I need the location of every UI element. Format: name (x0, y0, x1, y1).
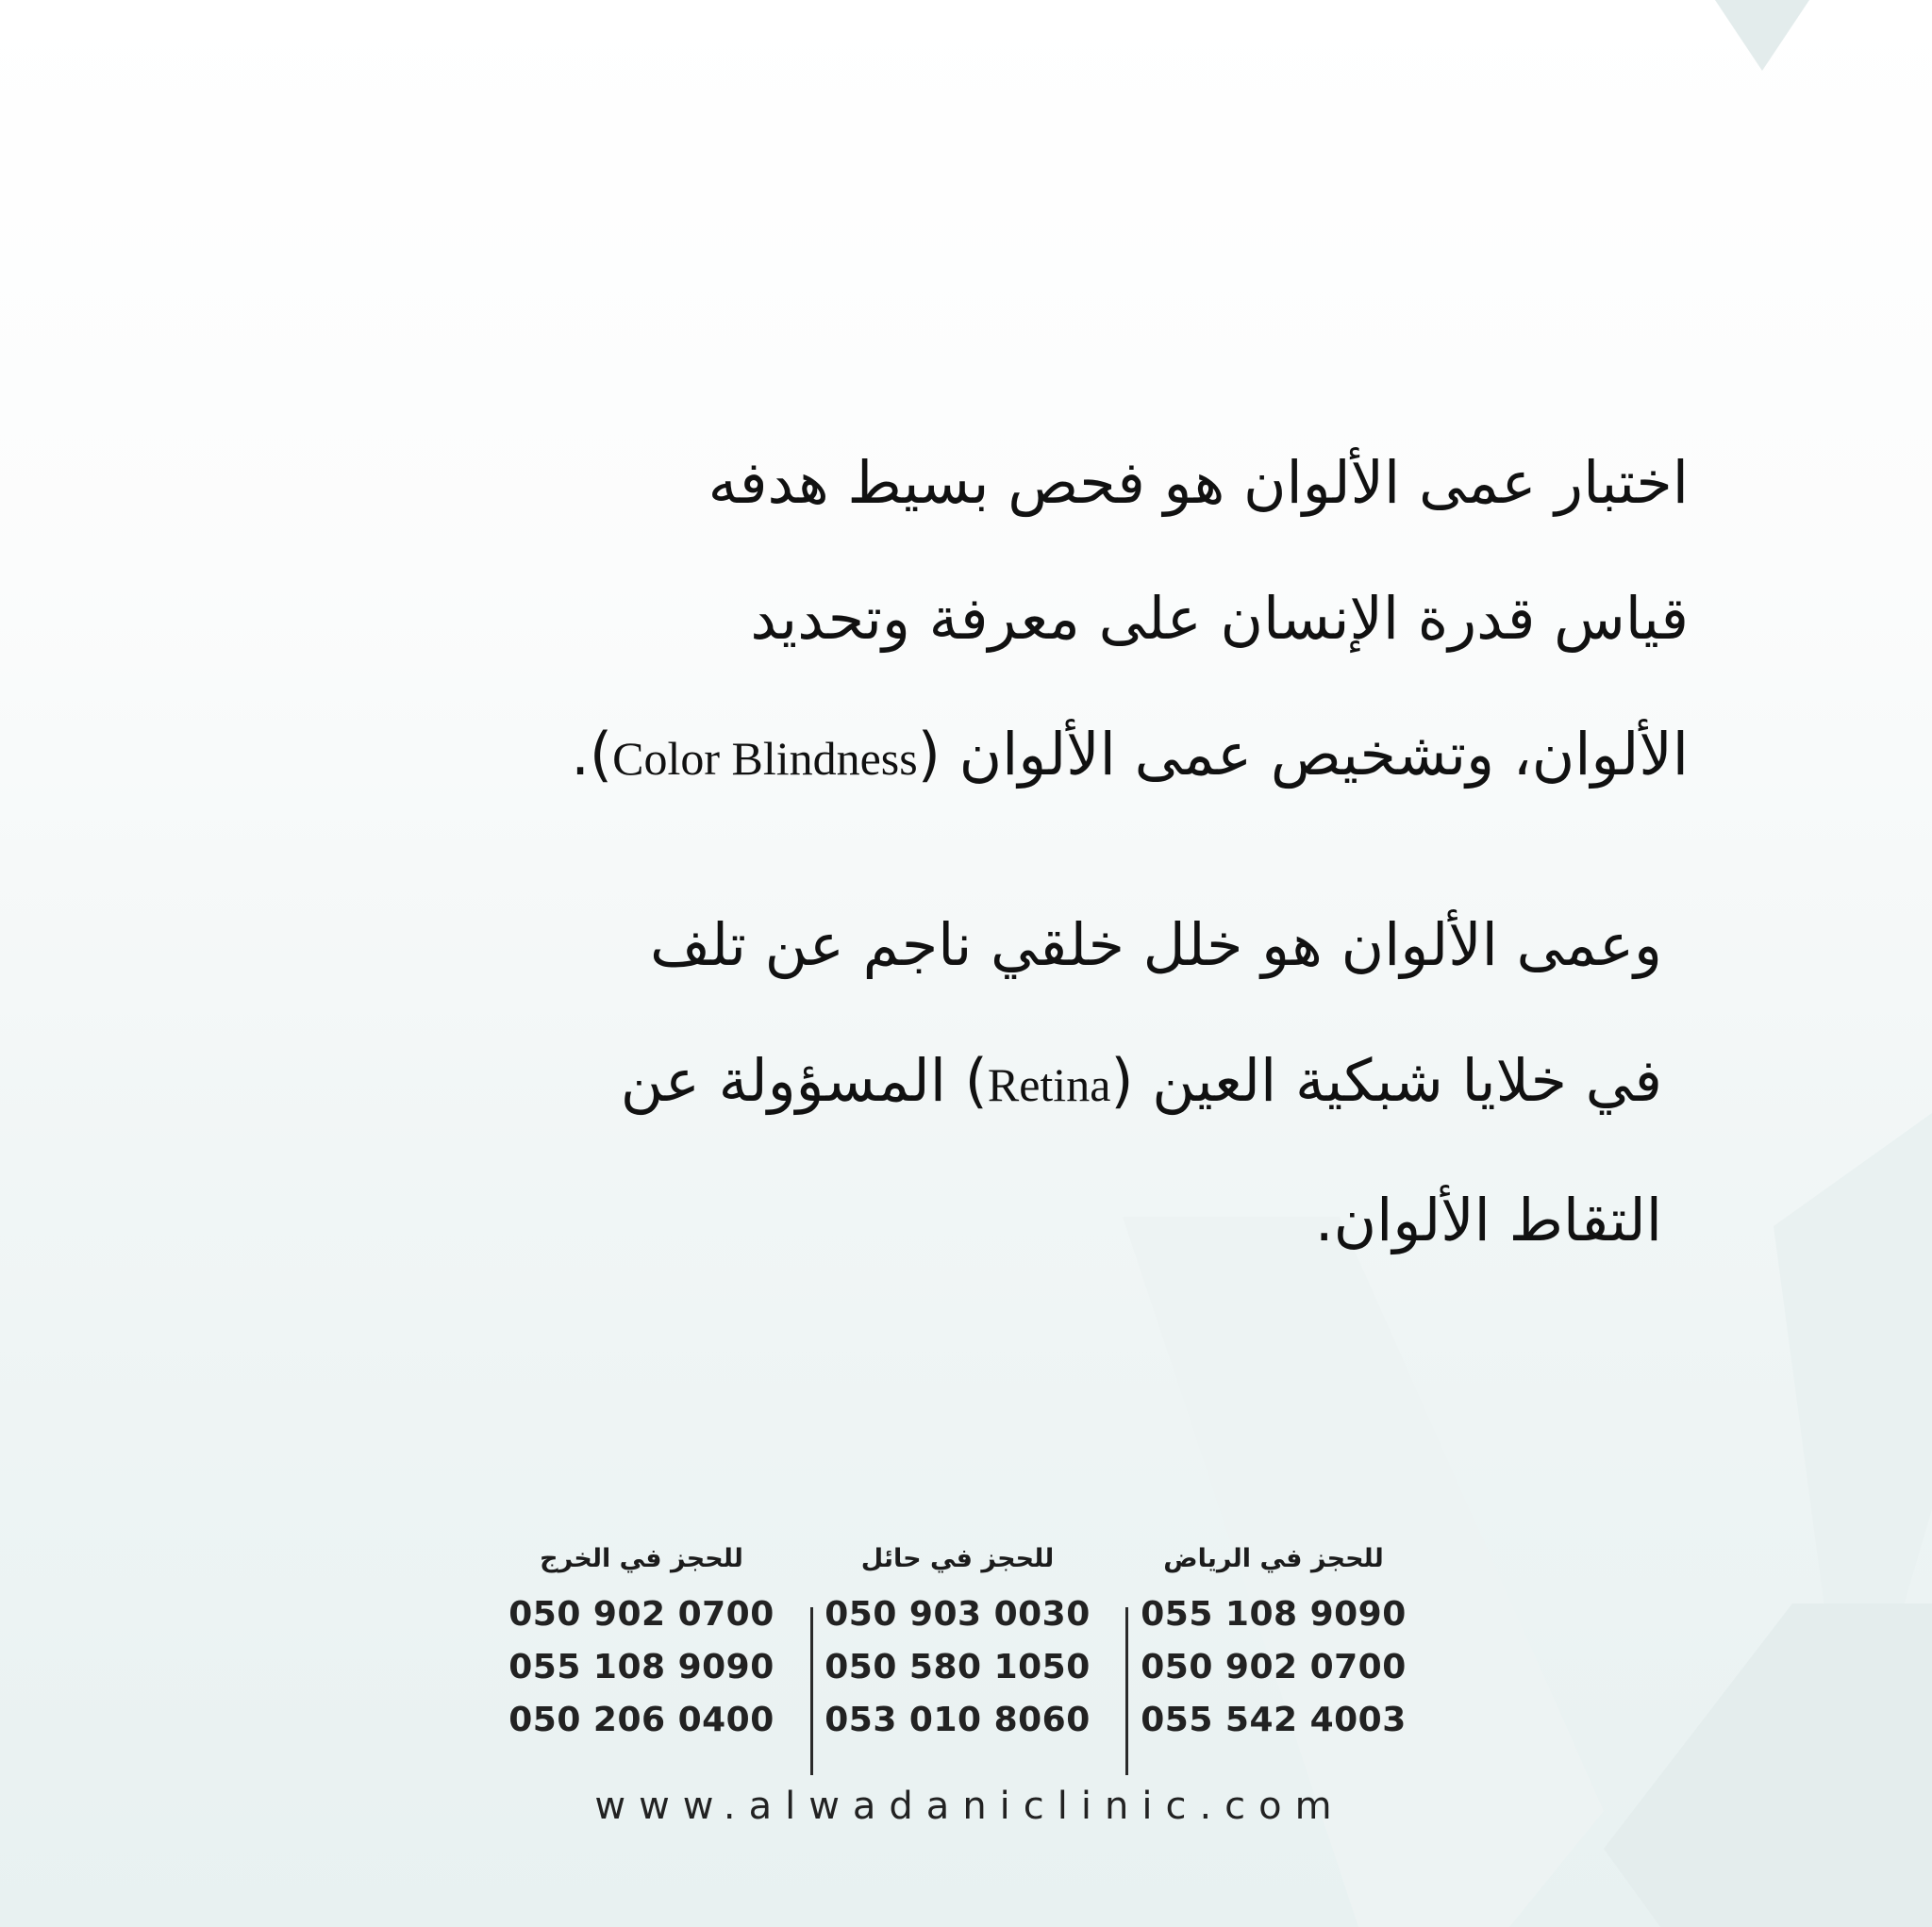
phone-number-link[interactable]: 050 902 0700 (1141, 1648, 1407, 1686)
booking-riyadh-title: للحجز في الرياض (1163, 1544, 1384, 1573)
booking-hail-title: للحجز في حائل (860, 1544, 1055, 1573)
column-divider (810, 1607, 813, 1775)
paragraph-color-blindness-cause (285, 877, 1662, 1288)
paragraph2-line2-start: في خلايا شبكية العين ( (1110, 1046, 1662, 1115)
phone-number-link[interactable]: 050 206 0400 (508, 1701, 774, 1739)
booking-riyadh (1132, 1536, 1415, 1747)
booking-hail (816, 1536, 1099, 1747)
paragraph2-line2-end: ) المسؤولة عن (620, 1046, 988, 1115)
paragraph1-line3 (311, 687, 1689, 826)
phone-number-link[interactable]: 050 902 0700 (508, 1595, 774, 1634)
website-link[interactable]: www.alwadaniclinic.com (594, 1785, 1345, 1828)
term-retina: Retina (987, 1058, 1111, 1111)
phone-number-link[interactable]: 055 108 9090 (1141, 1595, 1407, 1634)
paragraph2-line2 (285, 1013, 1662, 1153)
booking-phone-numbers (509, 1536, 1415, 1771)
column-divider (1125, 1607, 1128, 1775)
phone-number-link[interactable]: 050 903 0030 (824, 1595, 1091, 1634)
booking-kharj (500, 1536, 783, 1747)
phone-number-link[interactable]: 050 580 1050 (824, 1648, 1091, 1686)
paragraph2-line1: وعمى الألوان هو خلل خلقي ناجم عن تلف (650, 910, 1662, 979)
booking-kharj-title: للحجز في الخرج (540, 1544, 743, 1573)
paragraph1-line2: قياس قدرة الإنسان على معرفة وتحديد (750, 584, 1689, 653)
paragraph1-line3-start: الألوان، وتشخيص عمى الألوان ( (917, 720, 1689, 789)
phone-number-link[interactable]: 055 108 9090 (508, 1648, 774, 1686)
phone-number-link[interactable]: 053 010 8060 (824, 1701, 1091, 1739)
paragraph2-line3: التقاط الألوان. (1314, 1186, 1662, 1254)
term-color-blindness: Color Blindness (612, 732, 918, 785)
paragraph1-line1: اختبار عمى الألوان هو فحص بسيط هدفه (708, 448, 1689, 517)
phone-number-link[interactable]: 055 542 4003 (1141, 1701, 1407, 1739)
paragraph1-line3-end: ). (571, 720, 613, 789)
paragraph-color-blindness-test (311, 415, 1689, 826)
